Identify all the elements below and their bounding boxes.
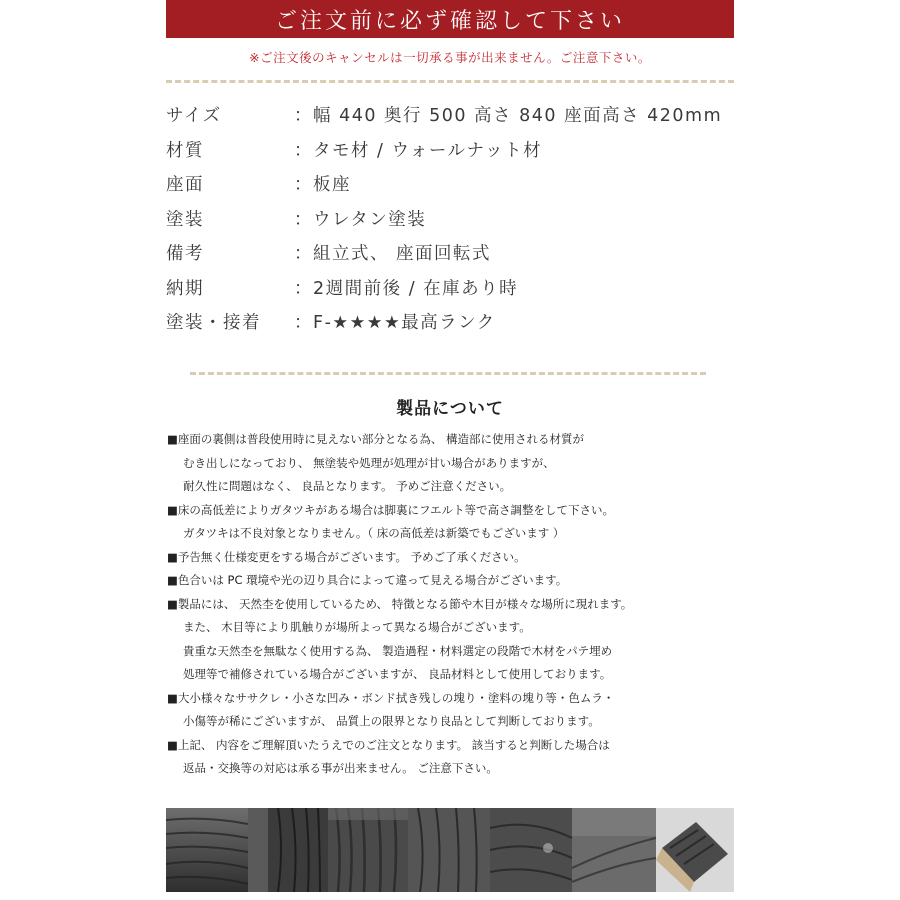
- spec-value: ：2週間前後 / 在庫あり時: [294, 278, 519, 299]
- spec-row-delivery: [166, 269, 734, 304]
- note-line: むき出しになっており、 無塗装や処理が処理が甘い場合がありますが、: [183, 455, 555, 470]
- spec-row-remarks: [166, 234, 734, 269]
- spec-label: 材質: [166, 140, 204, 161]
- note-line: ■大小様々なササクレ・小さな凹み・ボンド拭き残しの塊り・塗料の塊り等・色ムラ・: [167, 690, 615, 705]
- spec-table: [166, 96, 734, 338]
- spec-value: ：幅 440 奥行 500 高さ 840 座面高さ 420mm: [294, 106, 723, 126]
- note-line: 返品・交換等の対応は承る事が出来ません。 ご注意下さい。: [183, 761, 498, 775]
- note-line: 小傷等が稀にございますが、 品質上の限界となり良品として判断しております。: [183, 714, 600, 728]
- wood-grain-photo: [248, 808, 328, 892]
- product-notes: [167, 428, 737, 781]
- spec-value: ：ウレタン塗装: [294, 209, 427, 230]
- spec-row-finish: [166, 200, 734, 235]
- note-line: ■製品には、 天然杢を使用しているため、 特徴となる節や木目が様々な場所に現れます。: [167, 596, 633, 611]
- note-line: ■床の高低差によりガタツキがある場合は脚裏にフエルト等で高さ調整をして下さい。: [167, 502, 614, 517]
- note-line: また、 木目等により肌触りが場所よって異なる場合がございます。: [183, 620, 531, 634]
- spec-value: ：組立式、 座面回転式: [294, 244, 492, 264]
- note-line: ■上記、 内容をご理解頂いたうえでのご注文となります。 該当すると判断した場合は: [167, 737, 610, 752]
- spec-label: 備考: [166, 244, 204, 264]
- spec-label: 座面: [166, 175, 204, 195]
- wood-grain-photo: [166, 808, 248, 892]
- spec-row-grade: [166, 303, 734, 338]
- spec-label: サイズ: [166, 106, 222, 126]
- spec-value: ：板座: [294, 175, 351, 195]
- wood-grain-photo: [328, 808, 408, 892]
- wood-grain-photo: [490, 808, 572, 892]
- cancel-notice: ※ご注文後のキャンセルは一切承る事が出来ません。ご注意下さい。: [249, 50, 651, 65]
- banner-title: ご注文前に必ず確認して下さい: [274, 8, 625, 34]
- note-line: ■色合いは PC 環境や光の辺り具合によって違って見える場合がございます。: [167, 573, 568, 587]
- note-line: ■予告無く仕様変更をする場合がございます。 予めご了承ください。: [167, 549, 526, 564]
- spec-row-seat: [166, 165, 734, 200]
- wood-grain-photo: [408, 808, 490, 892]
- divider-middle: [190, 372, 706, 375]
- wood-grain-photo: [656, 808, 734, 892]
- spec-value: ：F-★★★★最高ランク: [294, 313, 496, 333]
- notice-banner: [166, 0, 734, 38]
- note-line: 処理等で補修されている場合がございますが、 良品材料として使用しております。: [183, 667, 612, 681]
- note-line: ガタツキは不良対象となりません。（ 床の高低差は新築でもございます ）: [183, 526, 565, 540]
- spec-value: ：タモ材 / ウォールナット材: [294, 140, 543, 161]
- divider-top: [166, 80, 734, 83]
- section-title: 製品について: [396, 399, 504, 419]
- note-line: 耐久性に問題はなく、 良品となります。 予めご注意ください。: [183, 479, 512, 493]
- wood-photo-strip: [166, 808, 734, 892]
- wood-grain-photo: [572, 808, 656, 892]
- spec-label: 塗装・接着: [166, 313, 261, 333]
- spec-label: 塗装: [166, 209, 204, 230]
- note-line: 貴重な天然杢を無駄なく使用する為、 製造過程・材料選定の段階で木材をパテ埋め: [183, 643, 613, 658]
- note-line: ■座面の裏側は普段使用時に見えない部分となる為、 構造部に使用される材質が: [167, 432, 585, 446]
- spec-row-size: [166, 96, 734, 131]
- spec-row-material: [166, 131, 734, 166]
- spec-label: 納期: [166, 278, 204, 299]
